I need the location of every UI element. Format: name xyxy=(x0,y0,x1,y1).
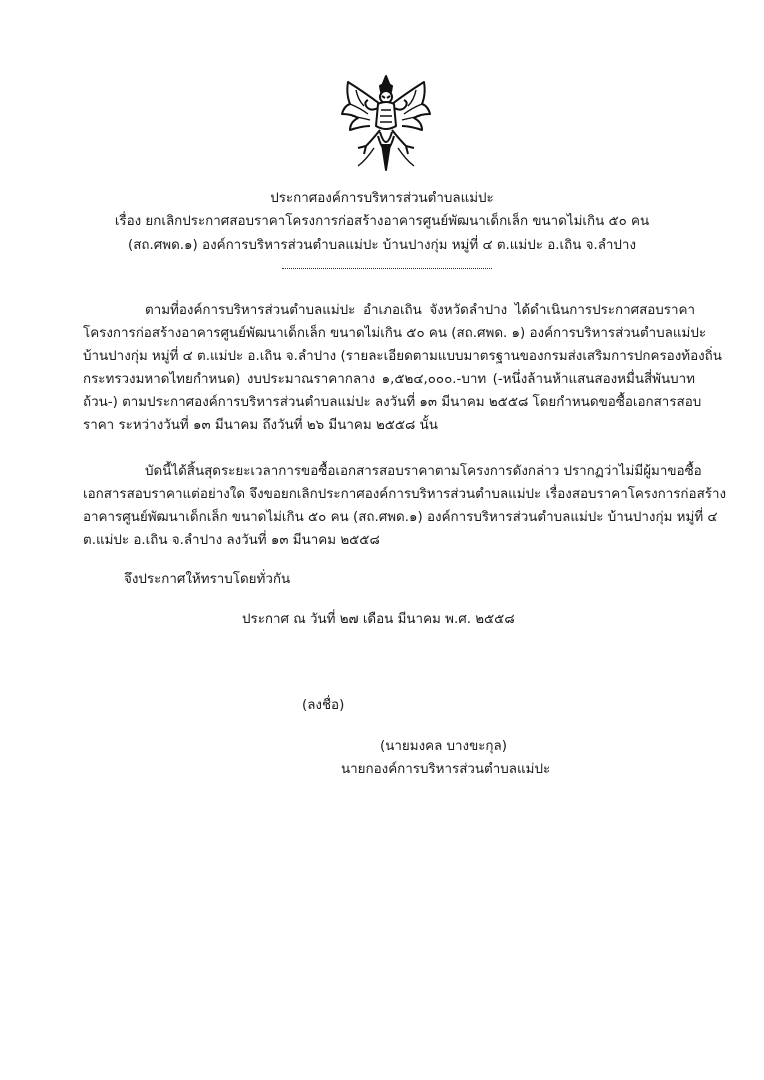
paragraph-2-line-1: บัดนี้ได้สิ้นสุดระยะเวลาการขอซื้อเอกสารสอบราคาตามโครงการดังกล่าว ปรากฏว่าไม่มีผู้มาขอซื้อ xyxy=(145,464,702,479)
paragraph-1-line-1: ตามที่องค์การบริหารส่วนตำบลแม่ปะ อำเภอเถิน จังหวัดลำปาง ได้ดำเนินการประกาศสอบราคา xyxy=(145,303,695,318)
subject-line: เรื่อง ยกเลิกประกาศสอบราคาโครงการก่อสร้างอาคารศูนย์พัฒนาเด็กเล็ก ขนาดไม่เกิน ๕๐ คน xyxy=(114,214,650,229)
signature-label: (ลงชื่อ) xyxy=(302,698,345,713)
paragraph-1-line-4: กระทรวงมหาดไทยกำหนด) งบประมาณราคากลาง ๑,๕๒๔,๐๐๐.-บาท (-หนึ่งล้านห้าแสนสองหมื่นสี่พันบาท xyxy=(83,372,695,387)
paragraph-1-line-5: ถ้วน-) ตามประกาศองค์การบริหารส่วนตำบลแม่ปะ ลงวันที่ ๑๓ มีนาคม ๒๕๕๘ โดยกำหนดขอซื้อเอกสารสอบ xyxy=(83,395,702,410)
paragraph-2-line-2: เอกสารสอบราคาแต่อย่างใด จึงขอยกเลิกประกาศองค์การบริหารส่วนตำบลแม่ปะ เรื่องสอบราคาโครงการก่อสร้าง xyxy=(83,487,726,502)
paragraph-2-line-4: ต.แม่ปะ อ.เถิน จ.ลำปาง ลงวันที่ ๑๓ มีนาคม ๒๕๕๘ xyxy=(83,533,380,548)
separator-dotted-line xyxy=(282,262,492,269)
garuda-emblem-icon xyxy=(336,74,436,174)
signatory-title: นายกองค์การบริหารส่วนตำบลแม่ปะ xyxy=(341,762,551,777)
paragraph-1-line-2: โครงการก่อสร้างอาคารศูนย์พัฒนาเด็กเล็ก ขนาดไม่เกิน ๕๐ คน (สถ.ศพด. ๑) องค์การบริหารส่วนตำบลแม่ปะ xyxy=(83,326,707,341)
paragraph-1-line-3: บ้านปางกุ่ม หมู่ที่ ๔ ต.แม่ปะ อ.เถิน จ.ลำปาง (รายละเอียดตามแบบมาตรฐานของกรมส่งเสริมการปกครองท้องถิ่น xyxy=(83,349,722,364)
subject-line-continued: (สถ.ศพด.๑) องค์การบริหารส่วนตำบลแม่ปะ บ้านปางกุ่ม หมู่ที่ ๔ ต.แม่ปะ อ.เถิน จ.ลำปาง xyxy=(128,238,636,253)
paragraph-2-line-3: อาคารศูนย์พัฒนาเด็กเล็ก ขนาดไม่เกิน ๕๐ คน (สถ.ศพด.๑) องค์การบริหารส่วนตำบลแม่ปะ บ้านปางกุ่ม หมู่ที่ ๔ xyxy=(83,510,718,525)
closing-statement: จึงประกาศให้ทราบโดยทั่วกัน xyxy=(124,572,291,587)
announcement-title: ประกาศองค์การบริหารส่วนตำบลแม่ปะ xyxy=(270,191,494,206)
signatory-name: (นายมงคล บางขะกุล) xyxy=(380,739,507,754)
paragraph-1-line-6: ราคา ระหว่างวันที่ ๑๓ มีนาคม ถึงวันที่ ๒๖ มีนาคม ๒๕๕๘ นั้น xyxy=(83,418,438,433)
announcement-date: ประกาศ ณ วันที่ ๒๗ เดือน มีนาคม พ.ศ. ๒๕๕๘ xyxy=(242,612,515,627)
